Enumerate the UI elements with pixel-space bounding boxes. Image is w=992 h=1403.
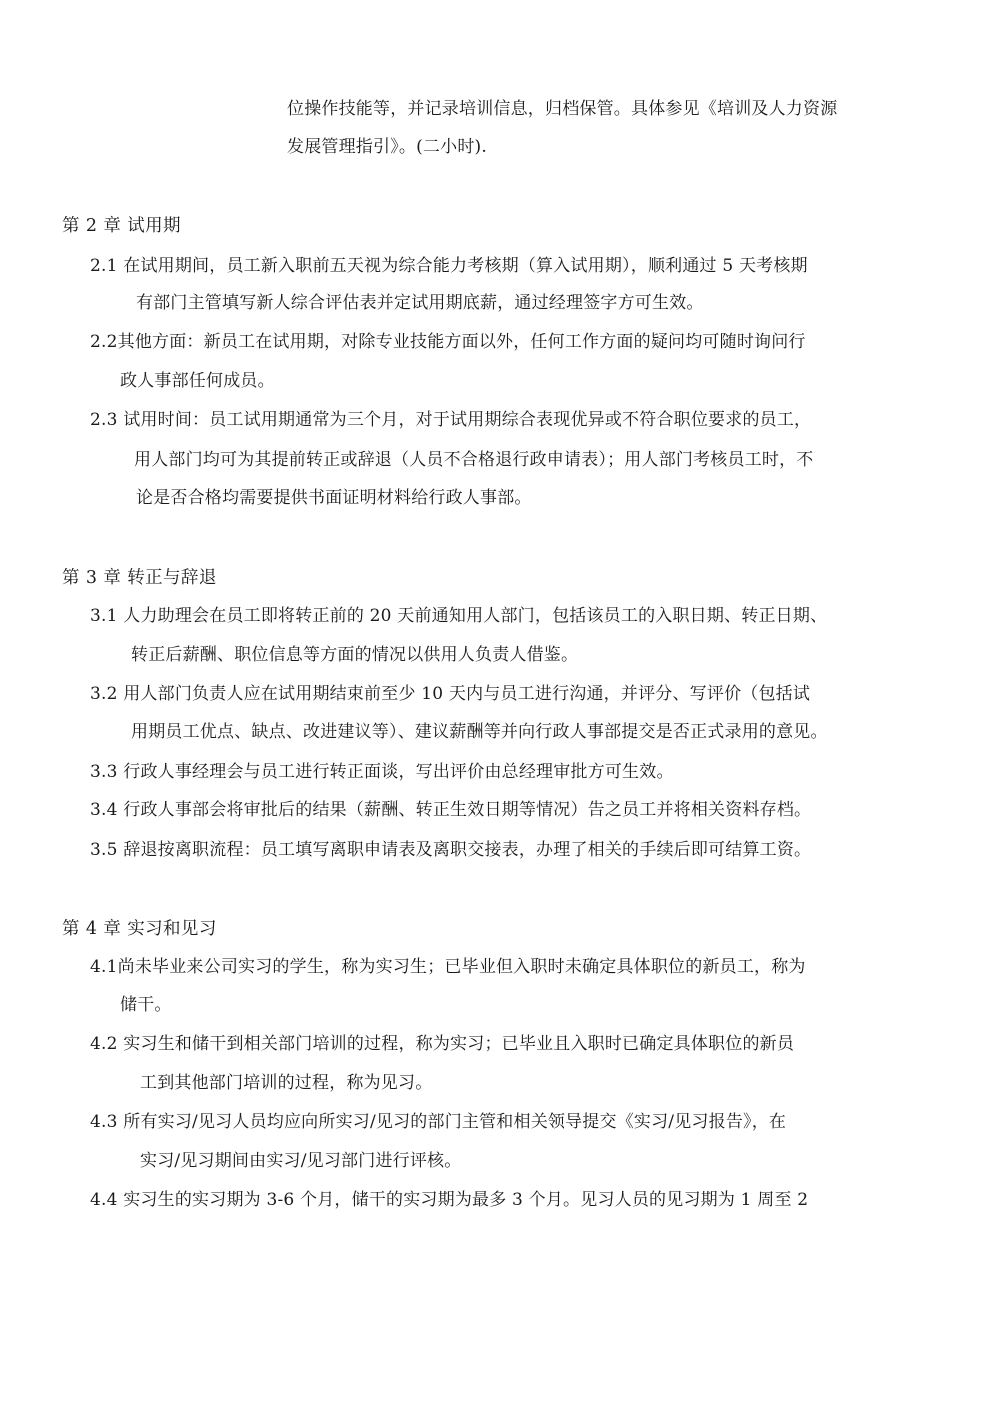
clause-3-2: 用期员工优点、缺点、改进建议等）、建议薪酬等并向行政人事部提交是否正式录用的意见。 bbox=[131, 722, 828, 742]
chapter-4-heading: 第 4 章 实习和见习 bbox=[62, 919, 217, 939]
chapter-2-heading: 第 2 章 试用期 bbox=[62, 216, 181, 236]
clause-2-3: 用人部门均可为其提前转正或辞退（人员不合格退行政申请表）；用人部门考核员工时，不 bbox=[134, 450, 814, 470]
clause-2-2: 2.2其他方面：新员工在试用期，对除专业技能方面以外，任何工作方面的疑问均可随时询问行 bbox=[90, 332, 806, 352]
chapter-3-heading: 第 3 章 转正与辞退 bbox=[62, 568, 217, 588]
clause-3-3: 3.3 行政人事经理会与员工进行转正面谈，写出评价由总经理审批方可生效。 bbox=[90, 762, 674, 782]
clause-2-1: 2.1 在试用期间，员工新入职前五天视为综合能力考核期（算入试用期），顺利通过 5 天考核期 bbox=[90, 256, 808, 276]
clause-2-3: 论是否合格均需要提供书面证明材料给行政人事部。 bbox=[136, 488, 532, 508]
clause-2-2: 政人事部任何成员。 bbox=[120, 371, 275, 391]
clause-4-4: 4.4 实习生的实习期为 3-6 个月，储干的实习期为最多 3 个月。见习人员的见习期为 1 周至 2 bbox=[90, 1190, 809, 1210]
clause-2-3: 2.3 试用时间：员工试用期通常为三个月，对于试用期综合表现优异或不符合职位要求的员工， bbox=[90, 410, 812, 430]
clause-2-1: 有部门主管填写新人综合评估表并定试用期底薪，通过经理签字方可生效。 bbox=[136, 293, 704, 313]
intro-line: 位操作技能等，并记录培训信息，归档保管。具体参见《培训及人力资源 bbox=[287, 99, 838, 119]
clause-3-1: 3.1 人力助理会在员工即将转正前的 20 天前通知用人部门，包括该员工的入职日期、转正日期、 bbox=[90, 606, 828, 626]
clause-3-1: 转正后薪酬、职位信息等方面的情况以供用人负责人借鉴。 bbox=[131, 645, 579, 665]
clause-4-2: 工到其他部门培训的过程，称为见习。 bbox=[140, 1073, 433, 1093]
clause-4-3: 4.3 所有实习/见习人员均应向所实习/见习的部门主管和相关领导提交《实习/见习报告》，在 bbox=[90, 1112, 787, 1132]
clause-3-4: 3.4 行政人事部会将审批后的结果（薪酬、转正生效日期等情况）告之员工并将相关资料存档。 bbox=[90, 800, 812, 820]
clause-4-3: 实习/见习期间由实习/见习部门进行评核。 bbox=[140, 1151, 462, 1171]
clause-4-2: 4.2 实习生和储干到相关部门培训的过程，称为实习；已毕业且入职时已确定具体职位的新员 bbox=[90, 1034, 795, 1054]
clause-4-1: 储干。 bbox=[120, 995, 172, 1015]
intro-line: 发展管理指引》。(二小时). bbox=[287, 137, 487, 157]
clause-3-5: 3.5 辞退按离职流程：员工填写离职申请表及离职交接表，办理了相关的手续后即可结算工资。 bbox=[90, 840, 812, 860]
clause-4-1: 4.1尚未毕业来公司实习的学生，称为实习生；已毕业但入职时未确定具体职位的新员工，称为 bbox=[90, 957, 806, 977]
clause-3-2: 3.2 用人部门负责人应在试用期结束前至少 10 天内与员工进行沟通，并评分、写评价（包括试 bbox=[90, 684, 811, 704]
